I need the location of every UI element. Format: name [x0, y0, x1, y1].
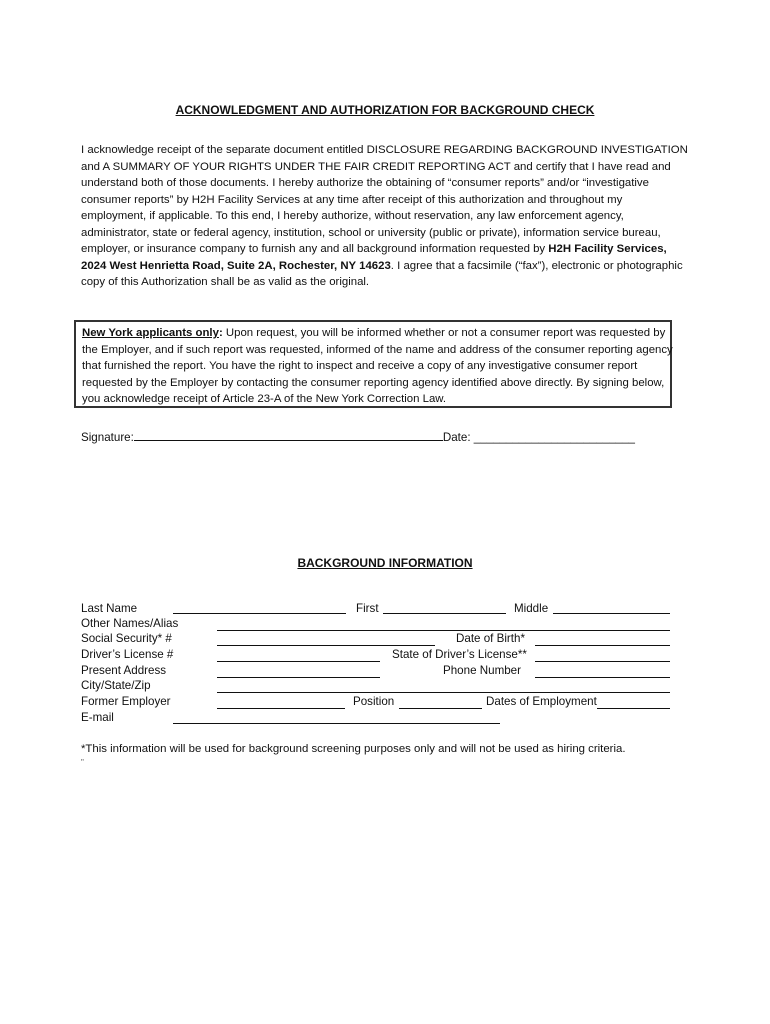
dates-employment-field[interactable] [597, 708, 670, 709]
ny-heading: New York applicants only [82, 327, 219, 339]
background-info-title: BACKGROUND INFORMATION [297, 556, 473, 570]
ny-notice-box [74, 320, 672, 408]
footnote-mark: " [81, 758, 84, 767]
middle-name-field[interactable] [553, 613, 670, 614]
auth-line-8-text: . I agree that a facsimile (“fax”), electronic or photographic [390, 259, 683, 272]
company-address: 2024 West Henrietta Road, Suite 2A, Rochester, NY 14623 [81, 259, 391, 272]
drivers-license-label: Driver’s License # [81, 648, 174, 661]
other-names-field[interactable] [217, 630, 670, 631]
authorization-paragraph [81, 142, 691, 291]
position-label: Position [353, 695, 395, 708]
former-employer-label: Former Employer [81, 695, 171, 708]
phone-label: Phone Number [443, 664, 521, 677]
dob-label: Date of Birth* [456, 632, 525, 645]
ny-heading-colon: : [218, 327, 223, 339]
state-dl-label: State of Driver’s License** [392, 648, 527, 661]
first-name-field[interactable] [383, 613, 506, 614]
other-names-label: Other Names/Alias [81, 617, 179, 630]
form-title: ACKNOWLEDGMENT AND AUTHORIZATION FOR BACKGROUND CHECK [175, 103, 595, 117]
ny-line-2: the Employer, and if such report was requested, informed of the name and address of the consumer reporting agency [82, 343, 673, 356]
date-label: Date: [442, 431, 474, 444]
state-dl-field[interactable] [535, 661, 670, 662]
company-name: H2H Facility Services, [548, 243, 667, 255]
auth-line-7-text: employer, or insurance company to furnish any and all background information requested by [81, 243, 549, 255]
phone-field[interactable] [535, 677, 670, 678]
drivers-license-field[interactable] [217, 661, 380, 662]
ssn-field[interactable] [217, 645, 435, 646]
present-address-label: Present Address [81, 664, 167, 677]
last-name-field[interactable] [173, 613, 346, 614]
email-label: E-mail [81, 711, 114, 724]
auth-line-7 [81, 241, 691, 258]
auth-line-2: and A SUMMARY OF YOUR RIGHTS UNDER THE FAIR CREDIT REPORTING ACT and certify that I have read and [81, 160, 671, 173]
email-field[interactable] [173, 723, 500, 724]
ny-line-1-text: Upon request, you will be informed whether or not a consumer report was requested by [222, 327, 666, 339]
dob-field[interactable] [535, 645, 670, 646]
ny-line-1 [82, 325, 664, 342]
signature-row [81, 429, 635, 444]
ny-line-4: requested by the Employer by contacting the consumer reporting agency identified above directly. By signing below, [82, 376, 665, 389]
auth-line-5: employment, if applicable. To this end, I hereby authorize, without reservation, any law enforcement agency, [81, 210, 624, 222]
last-name-label: Last Name [81, 602, 138, 615]
former-employer-field[interactable] [217, 708, 345, 709]
ssn-label: Social Security* # [81, 632, 172, 645]
first-name-label: First [356, 602, 379, 615]
auth-line-9: copy of this Authorization shall be as valid as the original. [81, 276, 370, 288]
auth-line-4: consumer reports” by H2H Facility Services at any time after receipt of this authorization and throughout my [81, 193, 623, 206]
middle-name-label: Middle [514, 602, 549, 615]
auth-line-3: understand both of those documents. I hereby authorize the obtaining of “consumer reports” and/or “investigative [81, 177, 649, 189]
auth-line-1: I acknowledge receipt of the separate document entitled DISCLOSURE REGARDING BACKGROUND INVESTIGATION [81, 144, 688, 156]
auth-line-8 [81, 258, 691, 275]
ny-line-5: you acknowledge receipt of Article 23-A of the New York Correction Law. [82, 393, 447, 405]
dates-employment-label: Dates of Employment [486, 695, 597, 708]
city-state-zip-label: City/State/Zip [81, 679, 151, 692]
position-field[interactable] [399, 708, 482, 709]
auth-line-6: administrator, state or federal agency, institution, school or university (public or private), information service bureau, [81, 226, 661, 239]
present-address-field[interactable] [217, 677, 380, 678]
date-field[interactable]: _________________________ [473, 431, 635, 444]
ny-line-3: that furnished the report. You have the right to inspect and receive a copy of any investigative consumer report [82, 360, 638, 372]
footnote: *This information will be used for background screening purposes only and will not be used as hiring criteria. [81, 743, 626, 755]
signature-field[interactable] [134, 429, 443, 441]
city-state-zip-field[interactable] [217, 692, 670, 693]
signature-label: Signature: [81, 431, 134, 444]
